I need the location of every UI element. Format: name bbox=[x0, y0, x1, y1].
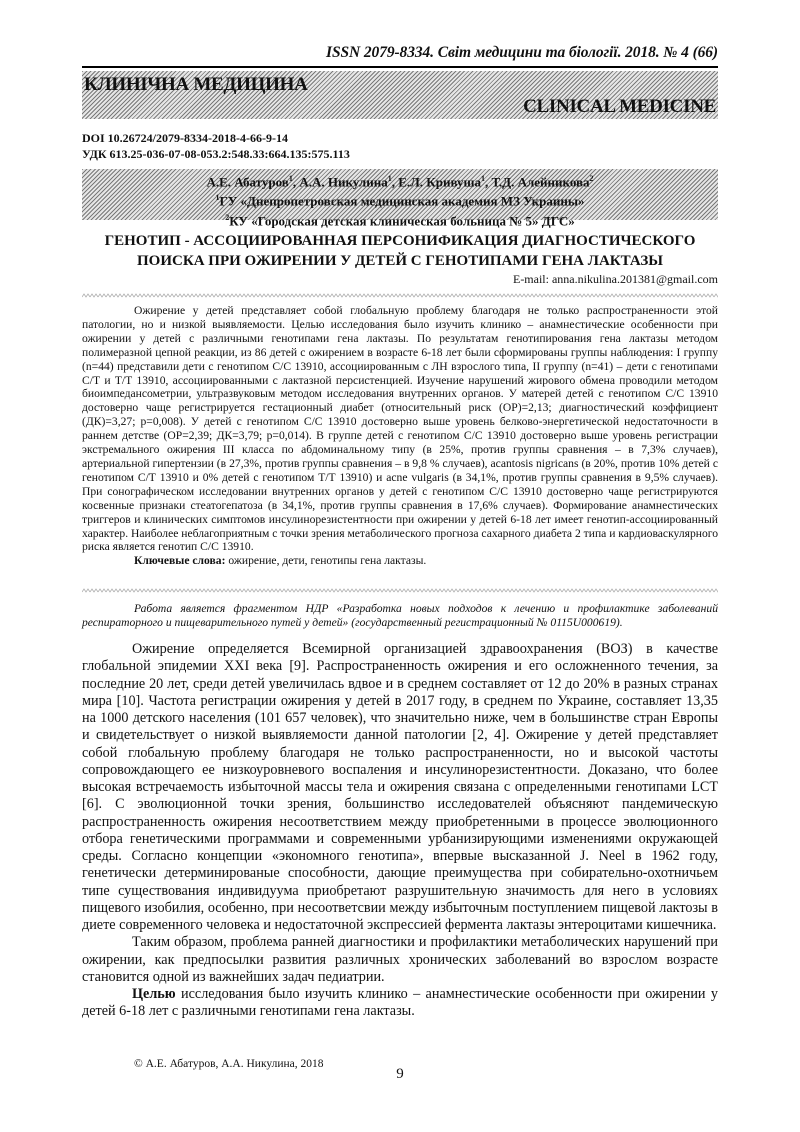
section-title-ukrainian: КЛИНІЧНА МЕДИЦИНА bbox=[84, 74, 308, 95]
aim-label: Целью bbox=[132, 986, 176, 1002]
keywords-label: Ключевые слова: bbox=[134, 554, 226, 568]
keywords-list: ожирение, дети, генотипы гена лактазы. bbox=[225, 554, 427, 568]
affiliation-number: 2 bbox=[225, 212, 230, 222]
affiliation-marker: 2 bbox=[589, 174, 594, 183]
body-paragraph: Ожирение определяется Всемирной организацией здравоохранения (ВОЗ) в качестве глобальной эпидемии XXI века [9]. Распространенность ожирения и его осложненного течения, за последние 20 лет, среди детей увеличилась вдвое и в среднем составляет от 12 до 20% в разных странах мира [10]. Частота регистрации ожирения у детей в 2017 году, в среднем по Украине, составляет 13,35 на 1000 детского населения (101 657 человек), что значительно ниже, чем в большинстве стран Европы и свидетельствует о низкой выявляемости данной патологии [2, 4]. Ожирение у детей представляет собой глобальную проблему благодаря не только распространенности, но и высокой частоты сопровождающего ее низкоуровневого воспаления и инсулинорезистентности. Доказано, что более высокая встречаемость избыточной массы тела и ожирения связана с определенными генотипами LCT [6]. С эволюционной точки зрения, большинство исследователей объясняют пандемическую распространенность ожирения несоответствием между приобретенными в процессе эволюционного отбора генетическими программами и современными урбанизирующими изменениями окружающей среды. Согласно концепции «экономного генотипа», впервые высказанной J. Neel в 1962 году, генетически детерминированые способности, дающие преимущества при собирательно-охотничьем типе существования индивидуума приобретают разрушительную значимость для него в условиях пищевого изобилия, особенно, при несоответсвии между избыточным поступлением пищевой лактозы в диете современного человека и недостаточной экспрессией фермента лактазы энтероцитами кишечника. bbox=[82, 641, 718, 933]
affiliation-marker: 1 bbox=[288, 174, 293, 183]
body-paragraph: Таким образом, проблема ранней диагностики и профилактики метаболических нарушений при ожирении, как предпосылки развития различных хронических заболеваний во взрослом возрасте становится одной из важнейших задач педиатрии. bbox=[82, 934, 718, 985]
article-title bbox=[82, 231, 718, 271]
page-number: 9 bbox=[396, 1066, 404, 1082]
affiliation-text: КУ «Городская детская клиническая больница № 5» ДГС» bbox=[229, 212, 575, 228]
affiliation-2 bbox=[82, 210, 718, 229]
funding-note bbox=[82, 602, 718, 630]
article-body bbox=[82, 641, 718, 1021]
aim-paragraph bbox=[82, 986, 718, 1021]
udk-code: УДК 613.25-036-07-08-053.2:548.33:664.135:575.113 bbox=[82, 147, 350, 161]
running-head: ISSN 2079-8334. Світ медицини та біології. 2018. № 4 (66) bbox=[326, 44, 718, 61]
abstract-bottom-divider bbox=[82, 588, 718, 594]
aim-text: исследования было изучить клинико – анамнестические особенности при ожирении у детей 6-18 лет с различными генотипами гена лактазы. bbox=[82, 986, 718, 1020]
affiliation-marker: 1 bbox=[387, 174, 392, 183]
header-rule bbox=[82, 66, 718, 68]
authors-block bbox=[82, 169, 718, 228]
affiliation-number: 1 bbox=[215, 193, 220, 203]
author-name: Т.Д. Алейникова bbox=[491, 174, 590, 190]
author-list bbox=[82, 171, 718, 190]
affiliation-marker: 1 bbox=[481, 174, 486, 183]
article-identifiers bbox=[82, 130, 350, 162]
abstract bbox=[82, 304, 718, 568]
author-name: А.А. Никулина bbox=[299, 174, 388, 190]
affiliation-1 bbox=[82, 190, 718, 209]
affiliation-text: ГУ «Днепропетровская медицинская академия МЗ Украины» bbox=[219, 193, 585, 209]
doi[interactable]: DOI 10.26724/2079-8334-2018-4-66-9-14 bbox=[82, 131, 288, 145]
separator: , bbox=[391, 174, 399, 190]
section-banner bbox=[82, 71, 718, 119]
author-name: А.Е. Абатуров bbox=[206, 174, 289, 190]
section-title-english: CLINICAL MEDICINE bbox=[523, 96, 716, 117]
author-name: Е.Л. Кривуша bbox=[398, 174, 482, 190]
abstract-text: Ожирение у детей представляет собой глобальную проблему благодаря не только распространенности этой патологии, но и низкой выявляемости. Целью исследования было изучить клинико – анамнестические особенности при ожирении у детей с различными генотипами гена лактазы. По результатам генотипирования гена лактазы методом полимеразной цепной реакции, из 86 детей с ожирением в возрасте 6-18 лет были сформированы группы наблюдения: I группу (n=44) представили дети с генотипом С/С 13910, ассоциированным с ЛН взрослого типа, II группу (n=41) – дети с генотипами С/Т и Т/Т 13910, ассоциированными с лактазной персистенцией. Изучение нарушений жирового обмена проводили методом биоимпедансометрии, ультразвуковым методом исследования внутренних органов. У матерей детей с генотипом С/С 13910 достоверно чаще регистрируется гестационный диабет (относительный риск (ОР)=2,13; диагностический коэффициент (ДК)=3,27; р=0,008). У детей с генотипом С/С 13910 достоверно выше уровень белково-энергетической недостаточности в раннем детстве (ОР=2,39; ДК=3,79; р=0,014). В группе детей с генотипом С/С 13910 достоверно выше уровень регистрации экстремального ожирения III класса по абдоминальному типу (в 25%, против группы сравнения – в 7,3% случаев), артериальной гипертензии (в 27,3%, против группы сравнения – в 9,8 % случаев), acantosis nigricans (в 20%, против 10% детей с генотипом С/Т 13910 и 0% детей с генотипом Т/Т 13910) и acne vulgaris (в 34,1%, против группы сравнения в 9,5% случаев). При сонографическом исследовании внутренних органов у детей с генотипом С/С 13910 достоверно чаще регистрируются косвенные признаки стеатогепатоза (в 34,1%, против группы сравнения в 17,6% случаев). Формирование анамнестических триггеров и клинических симптомов инсулинорезистентности при ожирении у детей 6-18 лет имеет генотип-ассоциированный характер. Наиболее неблагоприятным с точки зрения метаболического прогноза сахарного диабета 2 типа и кардиоваскулярного риска является генотип С/С 13910. bbox=[82, 304, 718, 554]
contact-email[interactable]: E-mail: anna.nikulina.201381@gmail.com bbox=[512, 272, 718, 286]
copyright: © А.Е. Абатуров, А.А. Никулина, 2018 bbox=[134, 1058, 324, 1070]
funding-text: Работа является фрагментом НДР «Разработка новых подходов к лечению и профилактике заболеваний респираторного и пищеварительного путей у детей» (государственный регистрационный № 0115U000619). bbox=[82, 602, 718, 629]
keywords bbox=[82, 554, 718, 568]
separator: , bbox=[292, 174, 300, 190]
abstract-top-divider bbox=[82, 293, 718, 299]
separator: , bbox=[485, 174, 492, 190]
title-line-2: ПОИСКА ПРИ ОЖИРЕНИИ У ДЕТЕЙ С ГЕНОТИПАМИ ГЕНА ЛАКТАЗЫ bbox=[136, 253, 664, 269]
title-line-1: ГЕНОТИП - АССОЦИИРОВАННАЯ ПЕРСОНИФИКАЦИЯ ДИАГНОСТИЧЕСКОГО bbox=[104, 233, 696, 249]
